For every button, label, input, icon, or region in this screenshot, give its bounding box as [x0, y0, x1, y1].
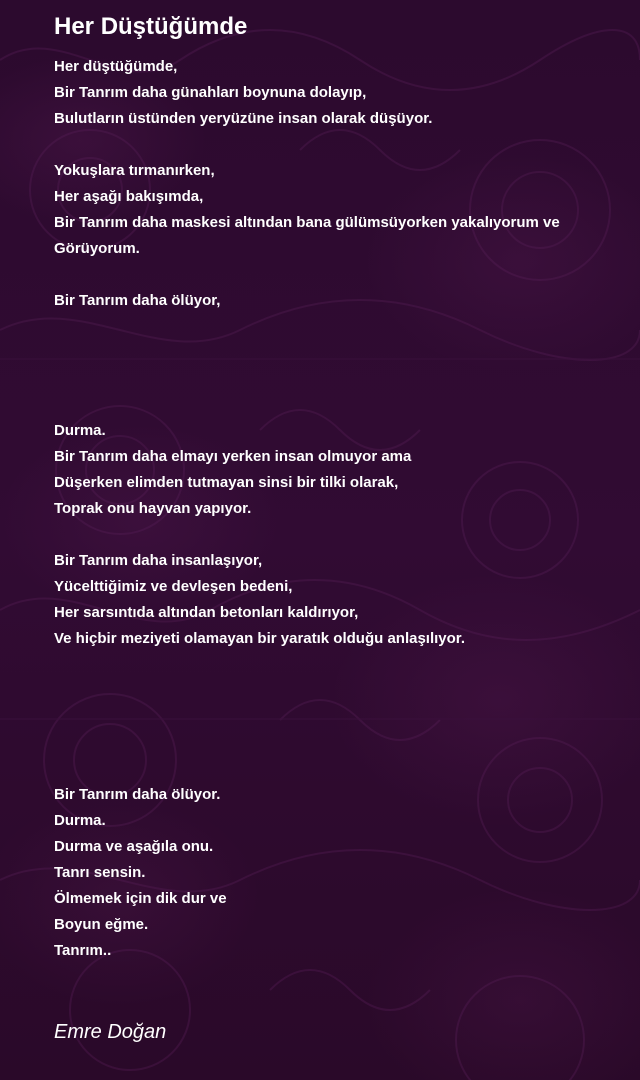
stanza-break	[54, 730, 624, 756]
stanza-break	[54, 132, 624, 158]
poem-body	[54, 54, 624, 964]
stanza-break	[54, 756, 624, 782]
poem-line: Bir Tanrım daha günahları boynuna dolayıp,	[54, 84, 367, 101]
stanza-break	[54, 314, 624, 340]
poem-line: Ve hiçbir meziyeti olamayan bir yaratık olduğu anlaşılıyor.	[54, 630, 465, 647]
poem-author: Emre Doğan	[54, 1021, 167, 1043]
poem-line: Tanrım..	[54, 942, 112, 959]
poem-line: Boyun eğme.	[54, 916, 149, 933]
stanza-break	[54, 392, 624, 418]
poem-line: Toprak onu hayvan yapıyor.	[54, 500, 252, 517]
stanza-break	[54, 652, 624, 678]
stanza-break	[54, 704, 624, 730]
poem-line: Bir Tanrım daha elmayı yerken insan olmuyor ama	[54, 448, 412, 465]
stanza-break	[54, 678, 624, 704]
poem-line: Bir Tanrım daha ölüyor.	[54, 786, 221, 803]
poem-line: Tanrı sensin.	[54, 864, 146, 881]
poem-line: Bir Tanrım daha maskesi altından bana gülümsüyorken yakalıyorum ve	[54, 214, 560, 231]
poem-line: Durma ve aşağıla onu.	[54, 838, 214, 855]
poem-line: Her sarsıntıda altından betonları kaldırıyor,	[54, 604, 359, 621]
poem-line: Durma.	[54, 812, 106, 829]
poem-line: Durma.	[54, 422, 106, 439]
stanza-break	[54, 522, 624, 548]
poem-line: Her düştüğümde,	[54, 58, 178, 75]
poem-line: Her aşağı bakışımda,	[54, 188, 204, 205]
poem-line: Ölmemek için dik dur ve	[54, 890, 227, 907]
stanza-break	[54, 262, 624, 288]
poem-title: Her Düştüğümde	[54, 13, 248, 40]
poem-line: Bir Tanrım daha insanlaşıyor,	[54, 552, 263, 569]
poem-line: Bulutların üstünden yeryüzüne insan olarak düşüyor.	[54, 110, 433, 127]
poem-line: Düşerken elimden tutmayan sinsi bir tilki olarak,	[54, 474, 399, 491]
poem-line: Yokuşlara tırmanırken,	[54, 162, 215, 179]
poem-line: Yücelttiğimiz ve devleşen bedeni,	[54, 578, 293, 595]
stanza-break	[54, 340, 624, 366]
stanza-break	[54, 366, 624, 392]
poem-line: Görüyorum.	[54, 240, 140, 257]
poem-line: Bir Tanrım daha ölüyor,	[54, 292, 221, 309]
